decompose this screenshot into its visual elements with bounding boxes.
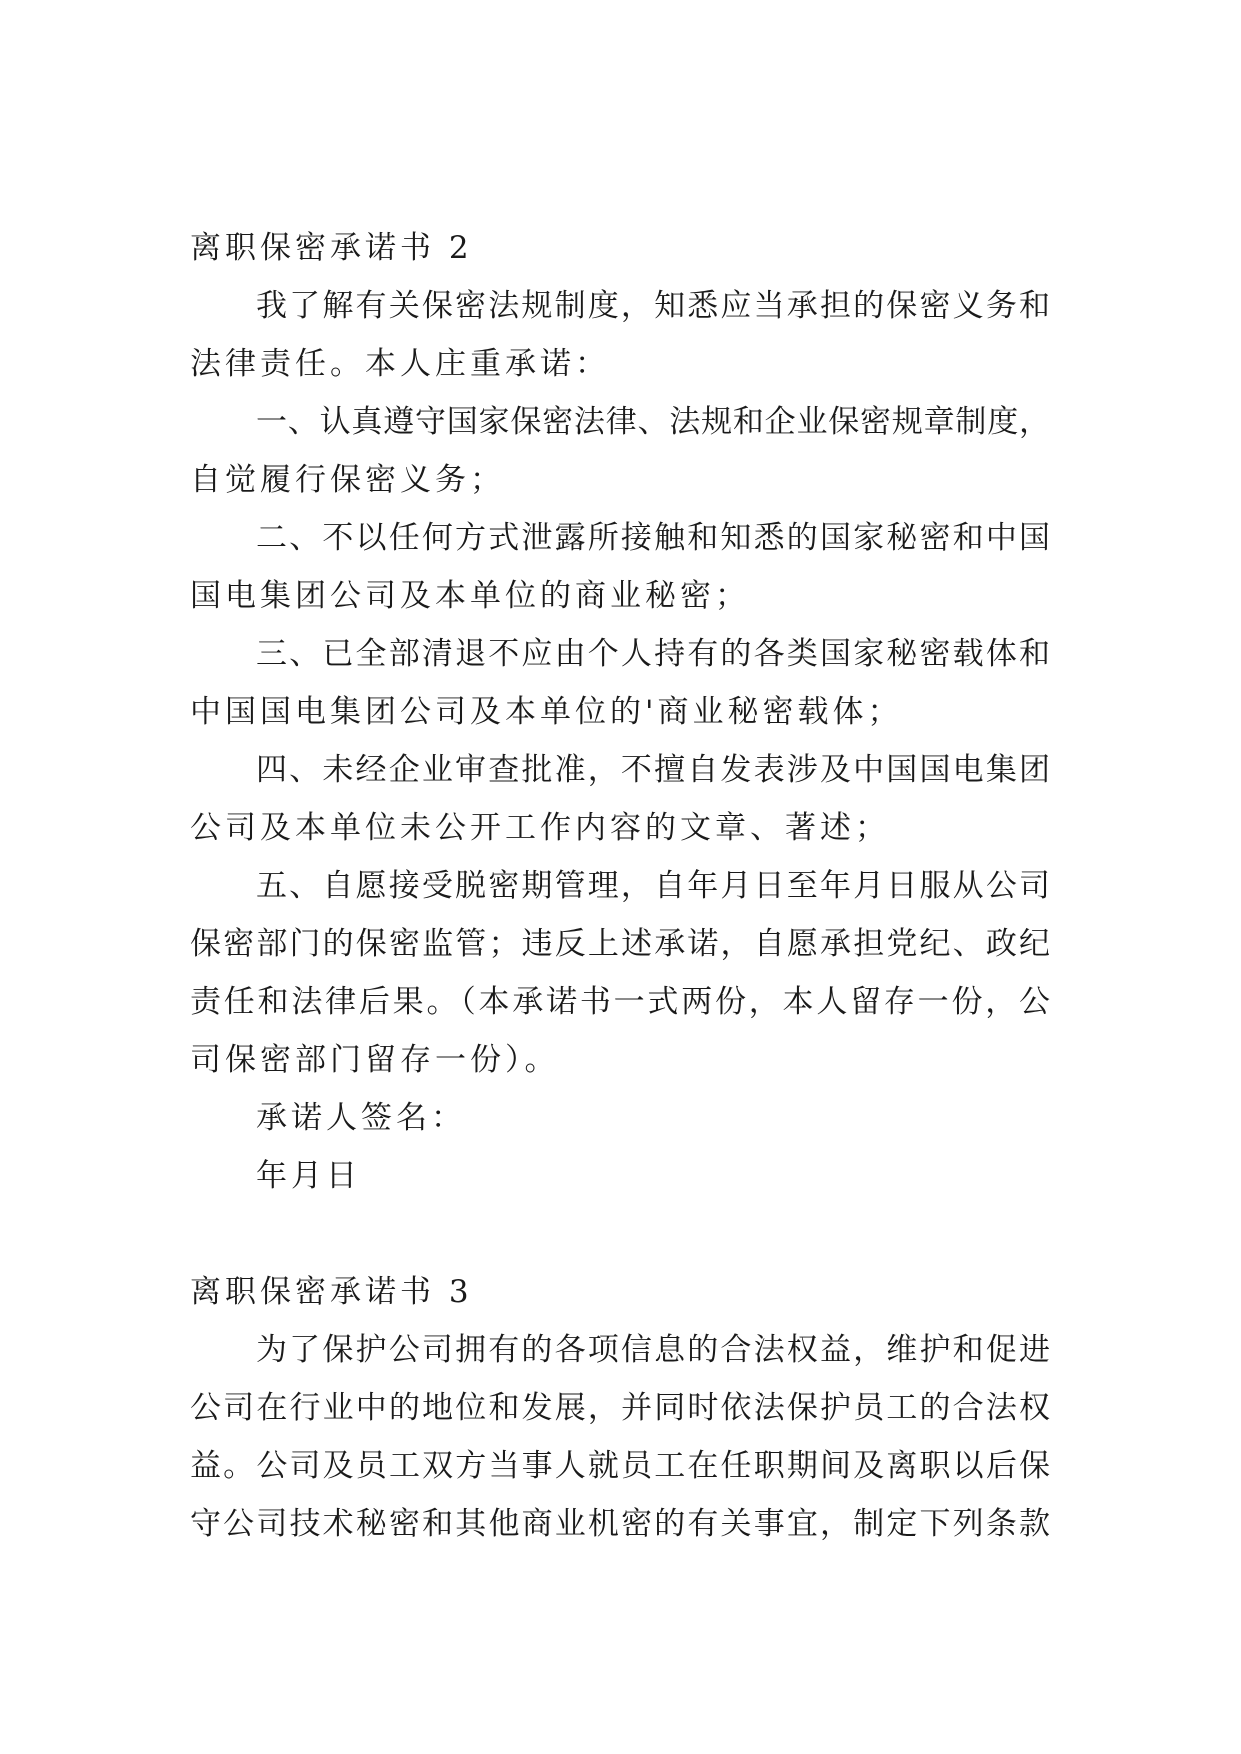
date-line: 年月日	[256, 1158, 361, 1194]
section-spacer	[190, 1205, 1050, 1263]
commitment-item-1	[190, 393, 1050, 509]
section-3-body	[190, 1321, 1050, 1553]
paragraph-line: 自觉履行保密义务；	[190, 462, 505, 498]
commitment-item-4	[190, 741, 1050, 857]
paragraph-line: 公司及本单位未公开工作内容的文章、著述；	[190, 810, 890, 846]
section-3-title: 离职保密承诺书 3	[190, 1274, 473, 1310]
commitment-item-2	[190, 509, 1050, 625]
commitment-item-3	[190, 625, 1050, 741]
paragraph-line: 中国国电集团公司及本单位的'商业秘密载体；	[190, 694, 903, 730]
paragraph-line: 我了解有关保密法规制度，知悉应当承担的保密义务和	[256, 288, 1050, 324]
signature-line: 承诺人签名：	[256, 1100, 466, 1136]
paragraph-line: 三、已全部清退不应由个人持有的各类国家秘密载体和	[256, 636, 1050, 672]
section-2-title: 离职保密承诺书 2	[190, 230, 473, 266]
paragraph-line: 四、未经企业审查批准，不擅自发表涉及中国国电集团	[256, 752, 1050, 788]
paragraph-line: 为了保护公司拥有的各项信息的合法权益，维护和促进	[256, 1332, 1050, 1368]
paragraph-line: 公司在行业中的地位和发展，并同时依法保护员工的合法权	[190, 1390, 1050, 1426]
paragraph-line: 守公司技术秘密和其他商业机密的有关事宜，制定下列条款	[190, 1506, 1050, 1542]
paragraph-line: 法律责任。本人庄重承诺：	[190, 346, 610, 382]
paragraph-line: 二、不以任何方式泄露所接触和知悉的国家秘密和中国	[256, 520, 1050, 556]
section-2-intro	[190, 277, 1050, 393]
paragraph-line: 一、认真遵守国家保密法律、法规和企业保密规章制度，	[256, 404, 1050, 440]
paragraph-line: 保密部门的保密监管；违反上述承诺，自愿承担党纪、政纪	[190, 926, 1050, 962]
paragraph-line: 责任和法律后果。（本承诺书一式两份，本人留存一份，公	[190, 984, 1050, 1020]
paragraph-line: 国电集团公司及本单位的商业秘密；	[190, 578, 750, 614]
paragraph-line: 司保密部门留存一份）。	[190, 1042, 560, 1078]
paragraph-line: 五、自愿接受脱密期管理，自年月日至年月日服从公司	[256, 868, 1050, 904]
commitment-item-5	[190, 857, 1050, 1089]
paragraph-line: 益。公司及员工双方当事人就员工在任职期间及离职以后保	[190, 1448, 1050, 1484]
document-page	[190, 219, 1050, 1553]
